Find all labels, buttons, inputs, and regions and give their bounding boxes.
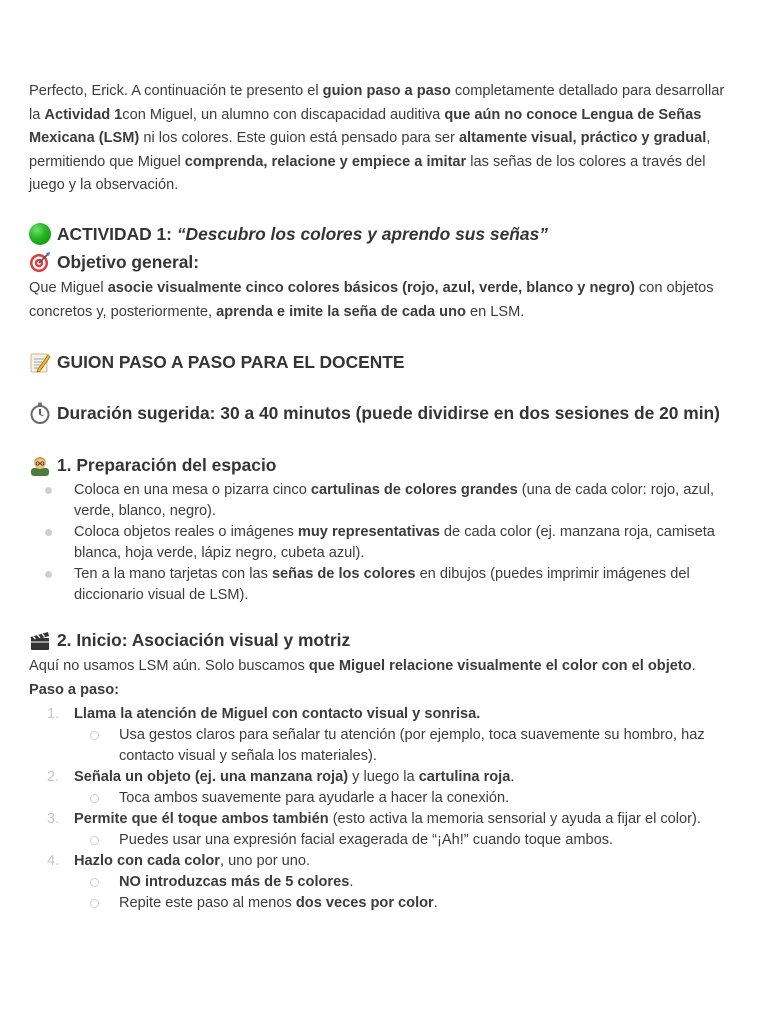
step-item: 1. Llama la atención de Miguel con contacto visual y sonrisa. Usa gestos claros para señalar tu atención (por ejemplo, toca suavemente su hombro, haz contacto visual y señala los materiales). [74, 704, 738, 767]
clapper-icon [29, 629, 51, 651]
step-item: 4. Hazlo con cada color, uno por uno. NO introduzcas más de 5 colores. Repite este paso al menos dos veces por color. [74, 851, 738, 914]
paso-a-paso-label: Paso a paso: [29, 681, 120, 698]
step-item: 3. Permite que él toque ambos también (esto activa la memoria sensorial y ayuda a fijar el color). Puedes usar una expresión facial exagerada de “¡Ah!” cuando toque ambos. [74, 809, 738, 851]
list-item: Coloca objetos reales o imágenes muy representativas de cada color (ej. manzana roja, camiseta blanca, hoja verde, lápiz negro, cubeta azul). [74, 522, 738, 564]
preparation-list [29, 480, 738, 606]
sub-list-item: Repite este paso al menos dos veces por color. [119, 893, 738, 914]
teacher-icon [29, 454, 51, 476]
activity-heading: ACTIVIDAD 1: “Descubro los colores y aprendo sus señas” [29, 221, 738, 247]
section1-heading: 1. Preparación del espacio [29, 452, 738, 478]
section2-heading: 2. Inicio: Asociación visual y motriz [29, 627, 738, 653]
sub-list [74, 830, 738, 851]
target-icon [29, 251, 51, 273]
sub-list [74, 788, 738, 809]
objective-paragraph: Que Miguel asocie visualmente cinco colores básicos (rojo, azul, verde, blanco y negro) con objetos concretos y, posteriormente, aprenda e imite la seña de cada uno en LSM. [29, 279, 714, 320]
guion-heading: GUION PASO A PASO PARA EL DOCENTE [29, 349, 738, 375]
sub-list [74, 872, 738, 914]
section2-intro: Aquí no usamos LSM aún. Solo buscamos que Miguel relacione visualmente el color con el objeto. [29, 658, 696, 675]
memo-icon [29, 351, 51, 373]
sub-list-item: Puedes usar una expresión facial exagerada de “¡Ah!” cuando toque ambos. [119, 830, 738, 851]
list-item: Ten a la mano tarjetas con las señas de los colores en dibujos (puedes imprimir imágenes del diccionario visual de LSM). [74, 564, 738, 606]
sub-list [74, 725, 738, 767]
green-circle-icon [29, 223, 51, 245]
stopwatch-icon [29, 402, 51, 424]
step-item: 2. Señala un objeto (ej. una manzana roja) y luego la cartulina roja. Toca ambos suavemente para ayudarle a hacer la conexión. [74, 767, 738, 809]
duration-heading: Duración sugerida: 30 a 40 minutos (puede dividirse en dos sesiones de 20 min) [29, 400, 738, 426]
steps-list [29, 704, 738, 914]
sub-list-item: NO introduzcas más de 5 colores. [119, 872, 738, 893]
sub-list-item: Usa gestos claros para señalar tu atención (por ejemplo, toca suavemente su hombro, haz contacto visual y señala los materiales). [119, 725, 738, 767]
objective-heading: Objetivo general: [29, 249, 738, 275]
sub-list-item: Toca ambos suavemente para ayudarle a hacer la conexión. [119, 788, 738, 809]
list-item: Coloca en una mesa o pizarra cinco cartulinas de colores grandes (una de cada color: rojo, azul, verde, blanco, negro). [74, 480, 738, 522]
intro-paragraph: Perfecto, Erick. A continuación te presento el guion paso a paso completamente detallado para desarrollar la Actividad 1con Miguel, un alumno con discapacidad auditiva que aún no conoce Lengua de Señas Mexicana (LSM) ni los colores. Este guion está pensado para ser altamente visual, práctico y gradual, permitiendo que Miguel comprenda, relacione y empiece a imitar las señas de los colores a través del juego y la observación. [29, 83, 725, 194]
